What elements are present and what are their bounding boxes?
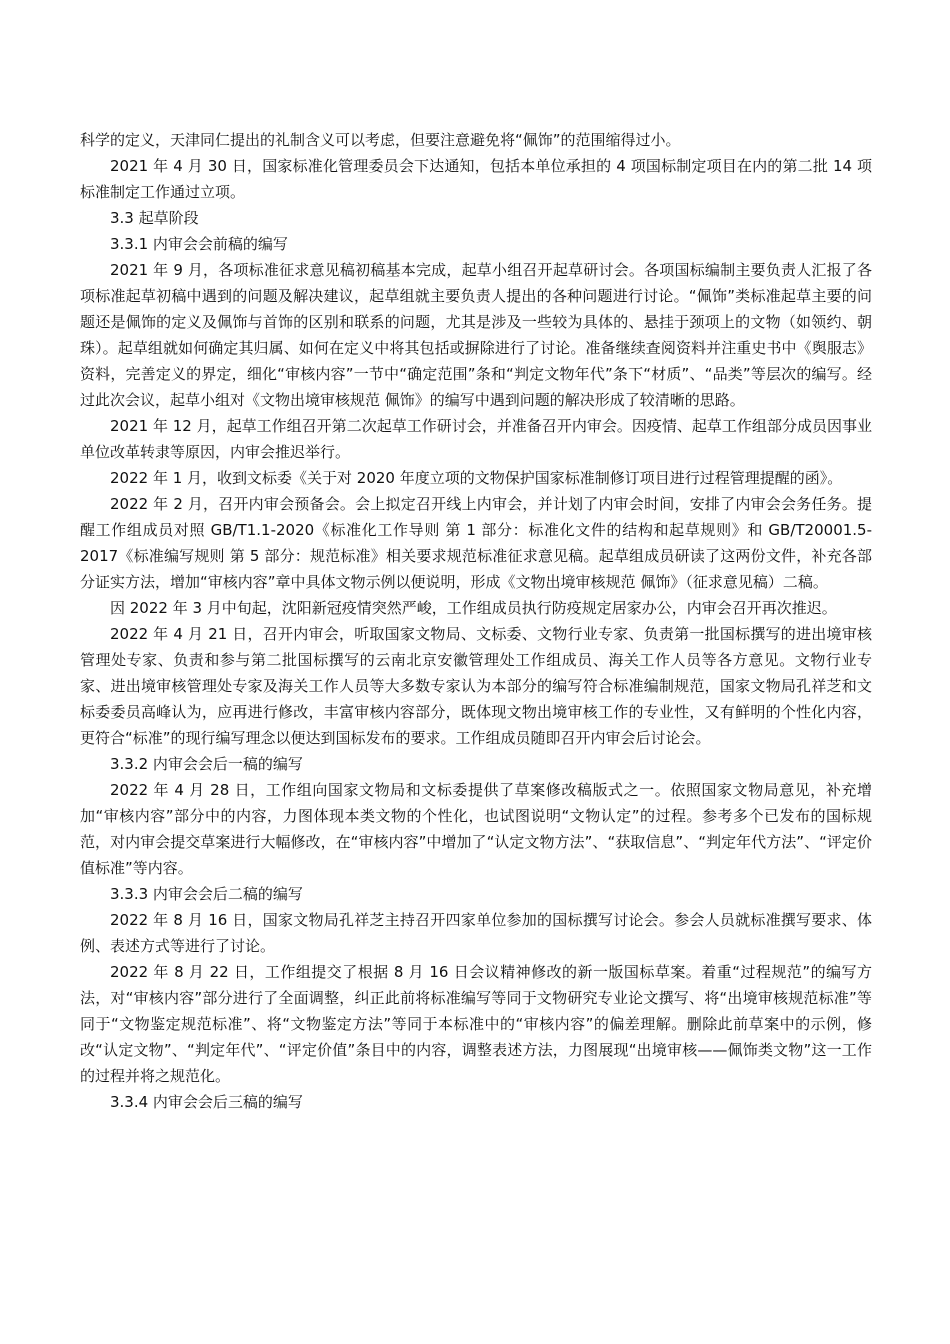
- paragraph-2021-09: 2021 年 9 月，各项标准征求意见稿初稿基本完成，起草小组召开起草研讨会。各项国标编制主要负责人汇报了各项标准起草初稿中遇到的问题及解决建议，起草组就主要负责人提出的各种问题进行讨论。“佩饰”类标准起草主要的问题还是佩饰的定义及佩饰与首饰的区别和联系的问题，尤其是涉及一些较为具体的、悬挂于颈项上的文物（如领约、朝珠）。起草组就如何确定其归属、如何在定义中将其包括或摒除进行了讨论。准备继续查阅资料并注重史书中《舆服志》资料，完善定义的界定，细化“审核内容”一节中“确定范围”条和“判定文物年代”条下“材质”、“品类”等层次的编写。经过此次会议，起草小组对《文物出境审核规范 佩饰》的编写中遇到问题的解决形成了较清晰的思路。: [80, 261, 872, 409]
- section-heading-3-3-3: 3.3.3 内审会会后二稿的编写: [110, 885, 303, 903]
- paragraph-2022-02: 2022 年 2 月，召开内审会预备会。会上拟定召开线上内审会，并计划了内审会时间，安排了内审会会务任务。提醒工作组成员对照 GB/T1.1-2020《标准化工作导则 第 1 部分：标准化文件的结构和起草规则》和 GB/T20001.5-2017《标准编写规则 第 5 部分：规范标准》相关要求规范标准征求意见稿。起草组成员研读了这两份文件，补充各部分证实方法，增加“审核内容”章中具体文物示例以便说明，形成《文物出境审核规范 佩饰》（征求意见稿）二稿。: [80, 495, 872, 591]
- section-heading-3-3: 3.3 起草阶段: [110, 209, 199, 227]
- paragraph-2022-03: 因 2022 年 3 月中旬起，沈阳新冠疫情突然严峻，工作组成员执行防疫规定居家办公，内审会召开再次推迟。: [110, 599, 837, 617]
- document-page: [80, 127, 872, 1115]
- section-heading-3-3-4: 3.3.4 内审会会后三稿的编写: [110, 1093, 303, 1111]
- paragraph-2022-04-28: 2022 年 4 月 28 日，工作组向国家文物局和文标委提供了草案修改稿版式之一。依照国家文物局意见，补充增加“审核内容”部分中的内容，力图体现本类文物的个性化，也试图说明“文物认定”的过程。参考多个已发布的国标规范，对内审会提交草案进行大幅修改，在“审核内容”中增加了“认定文物方法”、“获取信息”、“判定年代方法”、“评定价值标准”等内容。: [80, 781, 872, 877]
- section-heading-3-3-2: 3.3.2 内审会会后一稿的编写: [110, 755, 303, 773]
- section-heading-3-3-1: 3.3.1 内审会会前稿的编写: [110, 235, 288, 253]
- paragraph-2021-12: 2021 年 12 月，起草工作组召开第二次起草工作研讨会，并准备召开内审会。因疫情、起草工作组部分成员因事业单位改革转隶等原因，内审会推迟举行。: [80, 417, 872, 461]
- paragraph-2022-01: 2022 年 1 月，收到文标委《关于对 2020 年度立项的文物保护国家标准制修订项目进行过程管理提醒的函》。: [110, 469, 843, 487]
- paragraph-approval: 2021 年 4 月 30 日，国家标准化管理委员会下达通知，包括本单位承担的 4 项国标制定项目在内的第二批 14 项标准制定工作通过立项。: [80, 157, 872, 201]
- paragraph-2022-08-16: 2022 年 8 月 16 日，国家文物局孔祥芝主持召开四家单位参加的国标撰写讨论会。参会人员就标准撰写要求、体例、表述方式等进行了讨论。: [80, 911, 872, 955]
- paragraph-2022-04-21: 2022 年 4 月 21 日，召开内审会，听取国家文物局、文标委、文物行业专家、负责第一批国标撰写的进出境审核管理处专家、负责和参与第二批国标撰写的云南北京安徽管理处工作组成员、海关工作人员等各方意见。文物行业专家、进出境审核管理处专家及海关工作人员等大多数专家认为本部分的编写符合标准编制规范，国家文物局孔祥芝和文标委委员高峰认为，应再进行修改，丰富审核内容部分，既体现文物出境审核工作的专业性，又有鲜明的个性化内容，更符合“标准”的现行编写理念以便达到国标发布的要求。工作组成员随即召开内审会后讨论会。: [80, 625, 872, 747]
- paragraph-2022-08-22: 2022 年 8 月 22 日，工作组提交了根据 8 月 16 日会议精神修改的新一版国标草案。着重“过程规范”的编写方法，对“审核内容”部分进行了全面调整，纠正此前将标准编写等同于文物研究专业论文撰写、将“出境审核规范标准”等同于“文物鉴定规范标准”、将“文物鉴定方法”等同于本标准中的“审核内容”的偏差理解。删除此前草案中的示例，修改“认定文物”、“判定年代”、“评定价值”条目中的内容，调整表述方法，力图展现“出境审核——佩饰类文物”这一工作的过程并将之规范化。: [80, 963, 872, 1085]
- paragraph-continuation: 科学的定义，天津同仁提出的礼制含义可以考虑，但要注意避免将“佩饰”的范围缩得过小。: [80, 131, 681, 149]
